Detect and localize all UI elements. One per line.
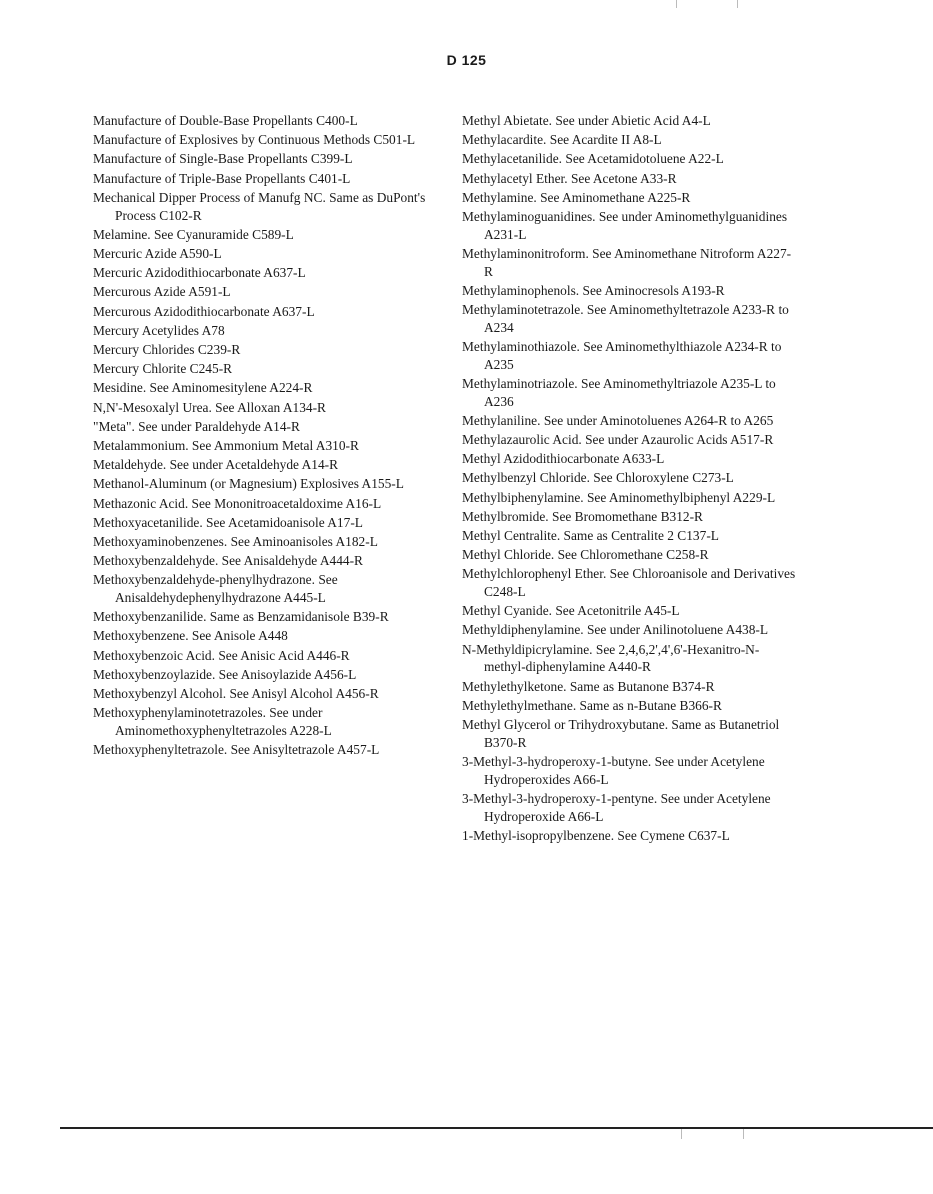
index-entry: Methylaminoguanidines. See under Aminomethylguanidines A231-L [462,209,788,242]
index-entry: Mercury Acetylides A78 [93,322,225,338]
index-entry: Methoxyphenyltetrazole. See Anisyltetrazole A457-L [93,742,380,758]
index-entry: Methylacetanilide. See Acetamidotoluene A22-L [462,151,724,167]
index-entry: Manufacture of Single-Base Propellants C399-L [93,151,353,167]
index-entry: Methylaminotetrazole. See Aminomethyltetrazole A233-R to A234 [462,302,789,335]
index-entry: Methylazaurolic Acid. See under Azaurolic Acids A517-R [462,431,774,447]
index-entry: Methylethylketone. Same as Butanone B374-R [462,678,715,694]
index-entry: Methoxybenzene. See Anisole A448 [93,628,288,644]
index-entry: Methyl Chloride. See Chloromethane C258-R [462,547,709,563]
index-entry: Mercury Chlorite C245-R [93,361,233,377]
bottom-rule [60,1127,933,1129]
scan-mark [681,1129,682,1139]
index-entry: Methyl Abietate. See under Abietic Acid A4-L [462,113,711,128]
index-entry: Methazonic Acid. See Mononitroacetaldoxime A16-L [93,495,382,511]
index-entry: Manufacture of Double-Base Propellants C400-L [93,113,358,128]
index-entry: Methylbromide. See Bromomethane B312-R [462,508,703,524]
index-entry: Methanol-Aluminum (or Magnesium) Explosives A155-L [93,476,404,492]
index-entry: 1-Methyl-isopropylbenzene. See Cymene C637-L [462,827,730,843]
index-entry: Metalammonium. See Ammonium Metal A310-R [93,437,359,453]
index-entry: Metaldehyde. See under Acetaldehyde A14-R [93,457,339,473]
index-entry: Methyl Centralite. Same as Centralite 2 C137-L [462,527,719,543]
index-entry: Methoxybenzoylazide. See Anisoylazide A456-L [93,666,357,682]
index-entry: Mercuric Azidodithiocarbonate A637-L [93,265,306,281]
index-entry: Methylaminonitroform. See Aminomethane Nitroform A227-R [462,245,792,279]
index-entry: Methoxyacetanilide. See Acetamidoanisole A17-L [93,514,363,530]
index-entry: Methylacardite. See Acardite II A8-L [462,132,662,148]
index-entry: Methoxybenzaldehyde-phenylhydrazone. See Anisaldehydephenylhydrazone A445-L [93,572,338,606]
index-column-left [93,112,453,760]
index-entry: Manufacture of Triple-Base Propellants C401-L [93,170,351,186]
index-entry: Methylbiphenylamine. See Aminomethylbiphenyl A229-L [462,489,776,505]
scan-mark [676,0,677,8]
index-entry: Methylaminotriazole. See Aminomethyltriazole A235-L to A236 [462,375,776,409]
index-entry: Methylacetyl Ether. See Acetone A33-R [462,170,677,186]
index-entry: 3-Methyl-3-hydroperoxy-1-butyne. See under Acetylene Hydroperoxides A66-L [462,753,765,787]
index-entry: Mercuric Azide A590-L [93,245,222,261]
index-entry: Mercurous Azide A591-L [93,284,231,300]
index-entry: Methylchlorophenyl Ether. See Chloroanisole and Derivatives C248-L [462,566,796,600]
scan-mark [737,0,738,8]
index-entry: Methyl Glycerol or Trihydroxybutane. Same as Butanetriol B370-R [462,717,780,750]
index-entry: 3-Methyl-3-hydroperoxy-1-pentyne. See under Acetylene Hydroperoxide A66-L [462,790,771,824]
index-entry: Melamine. See Cyanuramide C589-L [93,226,294,242]
index-entry: Methylbenzyl Chloride. See Chloroxylene C273-L [462,470,734,486]
index-entry: Methylaminothiazole. See Aminomethylthiazole A234-R to A235 [462,338,782,372]
index-entry: Methylaniline. See under Aminotoluenes A264-R to A265 [462,412,774,428]
index-entry: Methylaminophenols. See Aminocresols A193-R [462,282,725,298]
index-entry: Methoxybenzyl Alcohol. See Anisyl Alcohol A456-R [93,686,379,702]
index-entry: Methyldiphenylamine. See under Anilinotoluene A438-L [462,622,769,638]
index-entry: "Meta". See under Paraldehyde A14-R [93,418,300,434]
index-entry: Mesidine. See Aminomesitylene A224-R [93,380,313,396]
index-entry: Methyl Cyanide. See Acetonitrile A45-L [462,603,680,619]
index-entry: Methylamine. See Aminomethane A225-R [462,189,691,205]
scan-mark [743,1129,744,1139]
page-header: D 125 [446,52,487,68]
index-entry: Methoxybenzaldehyde. See Anisaldehyde A444-R [93,553,363,569]
index-entry: Methoxybenzoic Acid. See Anisic Acid A446-R [93,647,350,663]
index-entry: Methoxyaminobenzenes. See Aminoanisoles A182-L [93,533,378,549]
index-entry: Mercury Chlorides C239-R [93,341,241,357]
index-column-right [462,112,797,846]
index-entry: Methoxybenzanilide. Same as Benzamidanisole B39-R [93,609,389,625]
index-entry: Methylethylmethane. Same as n-Butane B366-R [462,697,722,713]
index-entry: Mechanical Dipper Process of Manufg NC. Same as DuPont's Process C102-R [93,189,426,223]
index-entry: Methoxyphenylaminotetrazoles. See under Aminomethoxyphenyltetrazoles A228-L [93,705,332,738]
index-entry: N-Methyldipicrylamine. See 2,4,6,2',4',6'-Hexanitro-N-methyl-diphenylamine A440-R [462,641,760,675]
index-entry: Mercurous Azidodithiocarbonate A637-L [93,303,315,319]
index-entry: Manufacture of Explosives by Continuous Methods C501-L [93,132,416,148]
index-entry: N,N'-Mesoxalyl Urea. See Alloxan A134-R [93,399,326,415]
index-entry: Methyl Azidodithiocarbonate A633-L [462,451,665,467]
